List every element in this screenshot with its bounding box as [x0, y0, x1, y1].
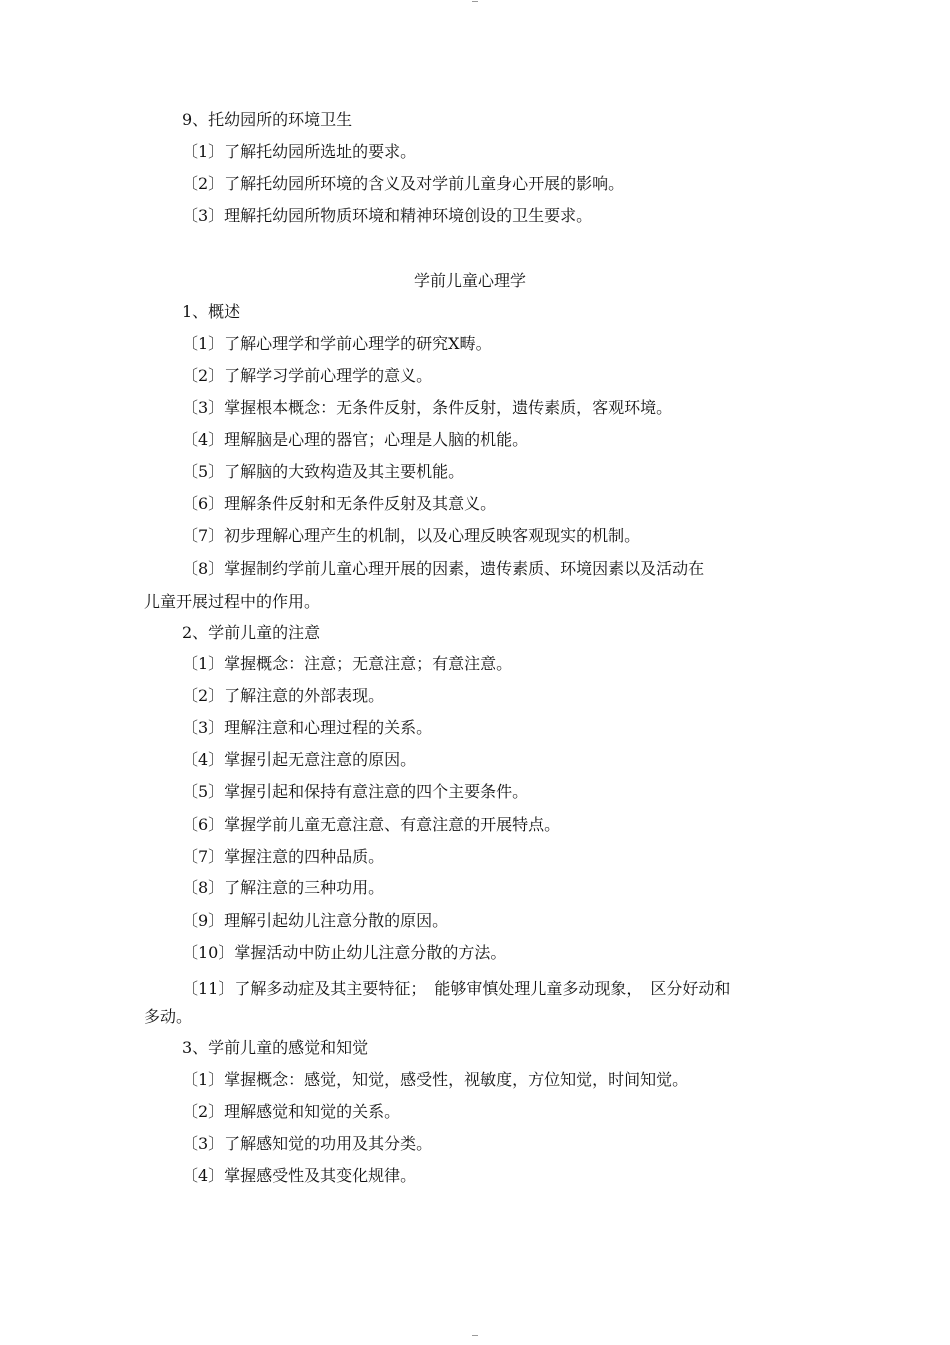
list-item: 〔8〕掌握制约学前儿童心理开展的因素，遗传素质、环境因素以及活动在 — [182, 559, 705, 578]
list-item: 〔5〕了解脑的大致构造及其主要机能。 — [182, 462, 465, 481]
list-item-continuation: 儿童开展过程中的作用。 — [144, 592, 321, 611]
section-heading: 3、学前儿童的感觉和知觉 — [182, 1038, 369, 1057]
list-item: 〔1〕掌握概念：注意；无意注意；有意注意。 — [182, 654, 513, 673]
list-item: 〔1〕掌握概念：感觉，知觉，感受性，视敏度，方位知觉，时间知觉。 — [182, 1070, 689, 1089]
list-item: 〔3〕理解注意和心理过程的关系。 — [182, 718, 433, 737]
list-item: 〔2〕了解托幼园所环境的含义及对学前儿童身心开展的影响。 — [182, 174, 625, 193]
list-item: 〔5〕掌握引起和保持有意注意的四个主要条件。 — [182, 782, 529, 801]
list-item: 〔1〕了解托幼园所选址的要求。 — [182, 142, 417, 161]
page-bottom-mark — [472, 1335, 478, 1336]
list-item: 〔4〕掌握引起无意注意的原因。 — [182, 750, 417, 769]
list-item: 〔2〕了解注意的外部表现。 — [182, 686, 385, 705]
section-heading: 1、概述 — [182, 302, 241, 321]
list-item: 〔4〕掌握感受性及其变化规律。 — [182, 1166, 417, 1185]
list-item: 〔11〕了解多动症及其主要特征； 能够审慎处理儿童多动现象， 区分好动和 — [182, 979, 731, 998]
list-item: 〔3〕了解感知觉的功用及其分类。 — [182, 1134, 433, 1153]
section-heading: 2、学前儿童的注意 — [182, 623, 321, 642]
page-top-mark — [472, 1, 478, 2]
list-item: 〔3〕掌握根本概念：无条件反射，条件反射，遗传素质，客观环境。 — [182, 398, 673, 417]
list-item-continuation: 多动。 — [144, 1007, 193, 1026]
chapter-title: 学前儿童心理学 — [413, 271, 526, 290]
list-item: 〔2〕理解感觉和知觉的关系。 — [182, 1102, 401, 1121]
list-item: 〔2〕了解学习学前心理学的意义。 — [182, 366, 433, 385]
list-item: 〔3〕理解托幼园所物质环境和精神环境创设的卫生要求。 — [182, 206, 593, 225]
list-item: 〔6〕掌握学前儿童无意注意、有意注意的开展特点。 — [182, 815, 561, 834]
section-heading: 9、托幼园所的环境卫生 — [182, 110, 353, 129]
list-item: 〔4〕理解脑是心理的器官；心理是人脑的机能。 — [182, 430, 529, 449]
list-item: 〔10〕掌握活动中防止幼儿注意分散的方法。 — [182, 943, 507, 962]
list-item: 〔1〕了解心理学和学前心理学的研究X畴。 — [182, 334, 492, 353]
list-item: 〔7〕初步理解心理产生的机制，以及心理反映客观现实的机制。 — [182, 526, 641, 545]
list-item: 〔7〕掌握注意的四种品质。 — [182, 847, 385, 866]
list-item: 〔9〕理解引起幼儿注意分散的原因。 — [182, 911, 449, 930]
list-item: 〔6〕理解条件反射和无条件反射及其意义。 — [182, 494, 497, 513]
list-item: 〔8〕了解注意的三种功用。 — [182, 878, 385, 897]
